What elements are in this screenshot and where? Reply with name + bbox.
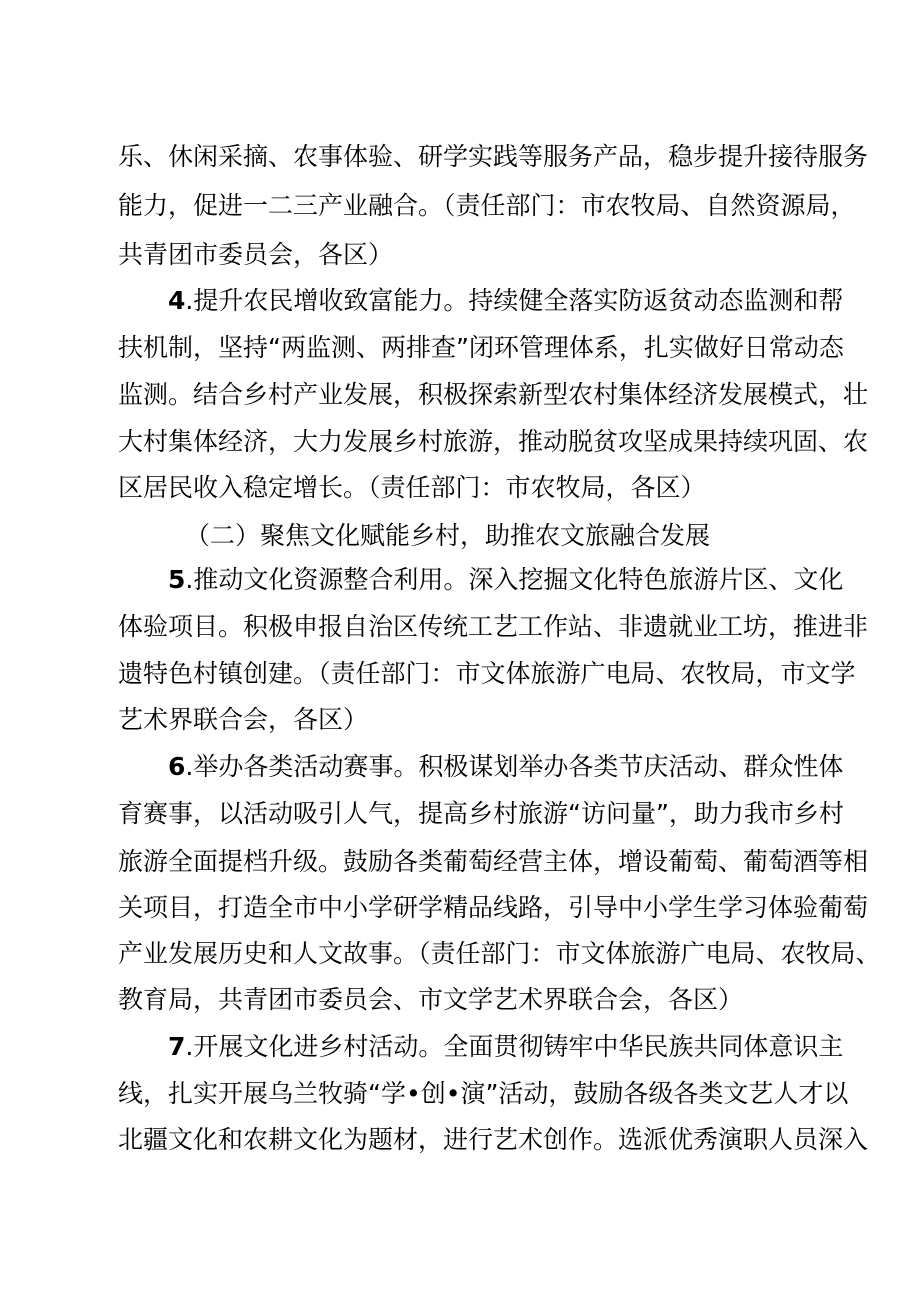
line-text: 大村集体经济，大力发展乡村旅游，推动脱贫攻坚成果持续巩固、农	[118, 427, 869, 456]
line-text: 教育局，共青团市委员会、市文学艺术界联合会，各区）	[118, 985, 744, 1014]
line-text: 监测。结合乡村产业发展，积极探索新型农村集体经济发展模式，壮	[118, 380, 869, 409]
line-text: 区居民收入稳定增长。（责任部门：市农牧局，各区）	[118, 473, 706, 502]
item-number: 4	[168, 286, 186, 315]
text-line	[118, 416, 869, 468]
paragraph-start-item-7	[168, 1021, 844, 1073]
line-text: 乐、休闲采摘、农事体验、研学实践等服务产品，稳步提升接待服务	[118, 142, 869, 171]
item-number: 6	[168, 752, 186, 781]
paragraph-start-item-6	[168, 741, 844, 793]
section-heading-text: （二）聚焦文化赋能乡村，助推农文旅融合发展	[185, 521, 711, 550]
line-text: 关项目，打造全市中小学研学精品线路，引导中小学生学习体验葡萄	[118, 893, 869, 922]
text-line	[118, 131, 869, 183]
line-text: 扶机制，坚持“两监测、两排查”闭环管理体系，扎实做好日常动态	[118, 333, 844, 362]
text-line	[118, 694, 801, 746]
line-text: 能力，促进一二三产业融合。（责任部门：市农牧局、自然资源局，	[118, 191, 856, 220]
paragraph-start-item-4	[168, 275, 844, 327]
line-text: .开展文化进乡村活动。全面贯彻铸牢中华民族共同体意识主	[185, 1032, 844, 1061]
text-line	[118, 974, 801, 1026]
line-text: 线，扎实开展乌兰牧骑“学•创•演”活动，鼓励各级各类文艺人才以	[118, 1079, 849, 1108]
text-line	[118, 928, 881, 980]
paragraph-start-item-5	[168, 554, 844, 606]
line-text: 体验项目。积极申报自治区传统工艺工作站、非遗就业工坊，推进非	[118, 612, 869, 641]
line-text: .提升农民增收致富能力。持续健全落实防返贫动态监测和帮	[185, 286, 844, 315]
line-text: 产业发展历史和人文故事。（责任部门：市文体旅游广电局、农牧局、	[118, 939, 881, 968]
text-line	[118, 369, 869, 421]
line-text: .推动文化资源整合利用。深入挖掘文化特色旅游片区、文化	[185, 565, 844, 594]
line-text: 北疆文化和农耕文化为题材，进行艺术创作。选派优秀演职人员深入	[118, 1125, 869, 1154]
line-text: 旅游全面提档升级。鼓励各类葡萄经营主体，增设葡萄、葡萄酒等相	[118, 847, 869, 876]
line-text: 育赛事，以活动吸引人气，提高乡村旅游“访问量”，助力我市乡村	[118, 799, 844, 828]
text-line	[118, 882, 869, 934]
text-line	[118, 788, 844, 840]
line-text: .举办各类活动赛事。积极谋划举办各类节庆活动、群众性体	[185, 752, 844, 781]
text-line	[118, 836, 869, 888]
text-line	[118, 648, 856, 700]
line-text: 共青团市委员会，各区）	[118, 240, 394, 269]
text-line	[118, 601, 869, 653]
item-number: 5	[168, 565, 186, 594]
text-line	[118, 462, 801, 514]
text-line	[118, 229, 801, 281]
text-line	[118, 322, 844, 374]
line-text: 艺术界联合会，各区）	[118, 705, 369, 734]
text-line	[118, 180, 856, 232]
text-line	[118, 1114, 869, 1166]
item-number: 7	[168, 1032, 186, 1061]
text-line	[118, 1068, 849, 1120]
line-text: 遗特色村镇创建。（责任部门：市文体旅游广电局、农牧局，市文学	[118, 659, 856, 688]
